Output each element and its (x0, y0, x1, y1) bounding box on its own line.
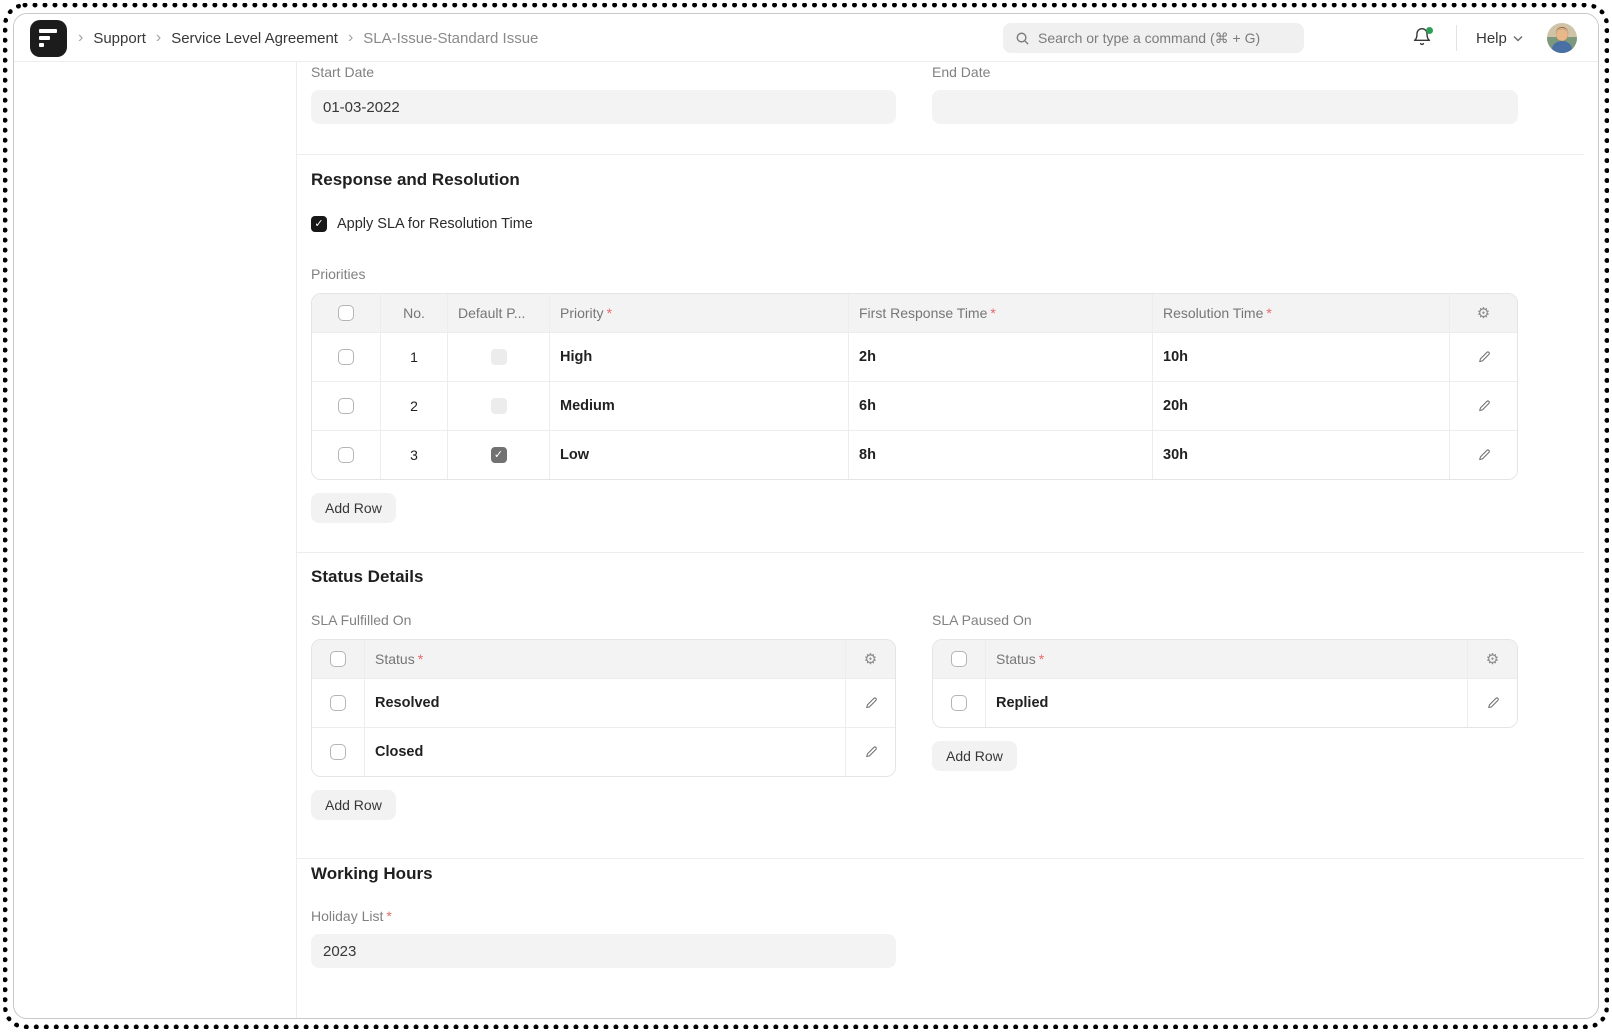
fulfilled-row-closed (312, 727, 895, 776)
pencil-icon (1477, 399, 1491, 413)
chevron-right-icon: › (347, 29, 354, 46)
breadcrumb-current-document: SLA-Issue-Standard Issue (363, 29, 539, 47)
edit-row-button[interactable] (845, 679, 895, 727)
search-icon (1015, 31, 1030, 46)
content-left-divider (296, 62, 297, 1018)
table-settings-gear-icon[interactable]: ⚙ (1476, 304, 1491, 322)
app-logo-icon[interactable] (30, 20, 67, 57)
app-window (13, 13, 1599, 1019)
breadcrumb-service-level-agreement[interactable]: Service Level Agreement (171, 29, 338, 47)
end-date-input[interactable] (932, 90, 1518, 124)
row-select-checkbox[interactable] (338, 349, 354, 365)
search-input[interactable] (1038, 30, 1292, 46)
table-settings-gear-icon[interactable]: ⚙ (863, 650, 878, 668)
notifications-button[interactable] (1412, 27, 1434, 49)
resolution-cell[interactable]: 30h (1152, 431, 1449, 479)
col-header-no: No. (380, 294, 447, 332)
edit-row-button[interactable] (1449, 333, 1517, 381)
select-all-checkbox[interactable] (330, 651, 346, 667)
section-divider (296, 858, 1584, 859)
edit-row-button[interactable] (1467, 679, 1517, 727)
resolution-cell[interactable]: 20h (1152, 382, 1449, 430)
row-select-checkbox[interactable] (338, 447, 354, 463)
row-select-checkbox[interactable] (330, 695, 346, 711)
pencil-icon (1477, 350, 1491, 364)
avatar-illustration (1547, 23, 1577, 53)
breadcrumb (78, 14, 538, 62)
fulfilled-row-resolved (312, 678, 895, 727)
status-cell[interactable]: Replied (985, 679, 1467, 727)
sla-paused-table (932, 639, 1518, 728)
row-number: 2 (380, 382, 447, 430)
row-number: 1 (380, 333, 447, 381)
col-header-resolution-time: Resolution Time * (1152, 294, 1449, 332)
working-hours-heading: Working Hours (311, 864, 433, 883)
priority-cell[interactable]: High (549, 333, 848, 381)
col-header-status: Status * (985, 640, 1467, 678)
notification-dot (1426, 27, 1433, 34)
default-priority-checkbox[interactable] (491, 349, 507, 365)
help-menu[interactable] (1476, 14, 1523, 62)
holiday-list-input[interactable]: 2023 (311, 934, 896, 968)
status-cell[interactable]: Closed (364, 728, 845, 776)
help-label: Help (1476, 29, 1507, 47)
pencil-icon (1477, 448, 1491, 462)
fulfilled-header-row (312, 640, 895, 678)
priorities-add-row-button[interactable]: Add Row (311, 493, 396, 523)
default-priority-checkbox[interactable] (491, 398, 507, 414)
select-all-checkbox[interactable] (338, 305, 354, 321)
apply-sla-field[interactable] (311, 216, 533, 232)
priorities-table (311, 293, 1518, 480)
priorities-label: Priorities (311, 266, 366, 282)
apply-sla-checkbox[interactable]: ✓ (311, 216, 327, 232)
resolution-cell[interactable]: 10h (1152, 333, 1449, 381)
navbar (14, 14, 1598, 62)
priority-row-high (312, 332, 1517, 381)
row-number: 3 (380, 431, 447, 479)
col-header-status: Status * (364, 640, 845, 678)
chevron-down-icon (1513, 35, 1523, 42)
priority-cell[interactable]: Medium (549, 382, 848, 430)
pencil-icon (864, 696, 878, 710)
section-divider (296, 154, 1584, 155)
sla-paused-on-label: SLA Paused On (932, 612, 1032, 628)
sla-fulfilled-table (311, 639, 896, 777)
status-details-heading: Status Details (311, 567, 424, 586)
breadcrumb-support[interactable]: Support (93, 29, 146, 47)
paused-add-row-button[interactable]: Add Row (932, 741, 1017, 771)
start-date-input[interactable]: 01-03-2022 (311, 90, 896, 124)
global-search[interactable] (1003, 23, 1304, 53)
pencil-icon (864, 745, 878, 759)
paused-row-replied (933, 678, 1517, 727)
fulfilled-add-row-button[interactable]: Add Row (311, 790, 396, 820)
first-response-cell[interactable]: 6h (848, 382, 1152, 430)
row-select-checkbox[interactable] (338, 398, 354, 414)
holiday-list-label: Holiday List * (311, 908, 392, 924)
pencil-icon (1486, 696, 1500, 710)
col-header-default-priority: Default P... (447, 294, 549, 332)
apply-sla-label: Apply SLA for Resolution Time (337, 216, 533, 232)
first-response-cell[interactable]: 2h (848, 333, 1152, 381)
end-date-label: End Date (932, 64, 991, 80)
edit-row-button[interactable] (845, 728, 895, 776)
sla-fulfilled-on-label: SLA Fulfilled On (311, 612, 412, 628)
user-avatar[interactable] (1547, 23, 1577, 53)
navbar-divider (1456, 25, 1457, 51)
select-all-checkbox[interactable] (951, 651, 967, 667)
priority-row-medium (312, 381, 1517, 430)
section-divider (296, 552, 1584, 553)
chevron-right-icon: › (78, 29, 84, 46)
row-select-checkbox[interactable] (330, 744, 346, 760)
col-header-first-response-time: First Response Time * (848, 294, 1152, 332)
table-settings-gear-icon[interactable]: ⚙ (1485, 650, 1500, 668)
start-date-label: Start Date (311, 64, 375, 80)
priority-cell[interactable]: Low (549, 431, 848, 479)
col-header-priority: Priority * (549, 294, 848, 332)
chevron-right-icon: › (155, 29, 162, 46)
edit-row-button[interactable] (1449, 431, 1517, 479)
first-response-cell[interactable]: 8h (848, 431, 1152, 479)
edit-row-button[interactable] (1449, 382, 1517, 430)
response-resolution-heading: Response and Resolution (311, 170, 520, 189)
paused-header-row (933, 640, 1517, 678)
status-cell[interactable]: Resolved (364, 679, 845, 727)
priorities-header-row (312, 294, 1517, 332)
default-priority-checkbox-checked[interactable]: ✓ (491, 447, 507, 463)
priority-row-low (312, 430, 1517, 479)
row-select-checkbox[interactable] (951, 695, 967, 711)
